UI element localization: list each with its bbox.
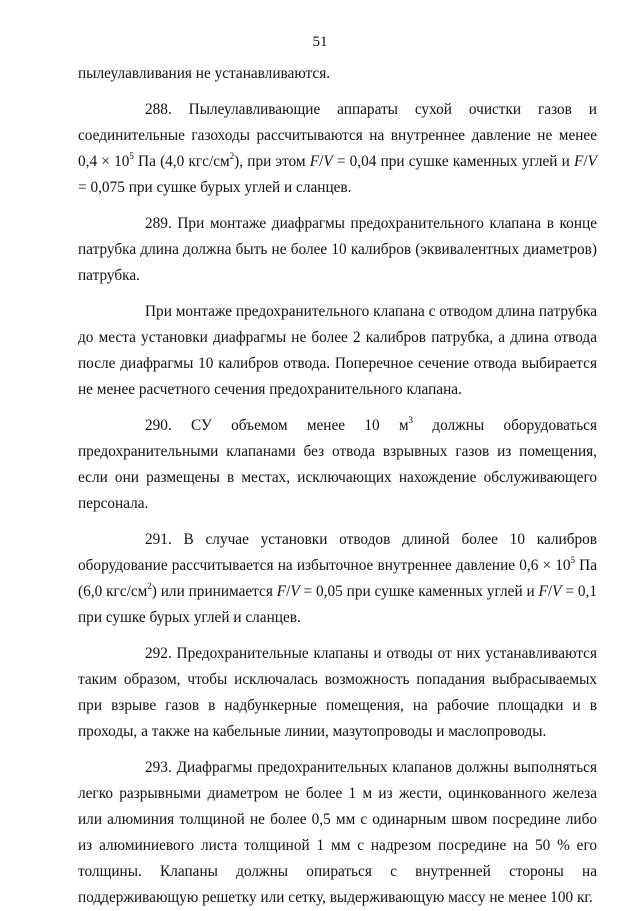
paragraph-p292: 292. Предохранительные клапаны и отводы от них устанавливаются таким образом, чтобы исключалась возможность попадания выбрасываемых при взрыве газов в надбункерные помещения, на рабочие площадки и в проходы, а также на кабельные линии, мазутопроводы и маслопроводы. (78, 645, 597, 740)
paragraph-p290: 290. СУ объемом менее 10 $м^3$ должны оборудоваться предохранительными клапанами без отвода взрывных газов из помещения, если они размещены в местах, исключающих нахождение обслуживающего персонала. (78, 414, 597, 512)
paragraph-p293: 293. Диафрагмы предохранительных клапанов должны выполняться легко разрывными диаметром не более 1 м из жести, оцинкованного железа или алюминия толщиной не более 0,5 мм с одинарным швом посредине либо из алюминиевого листа толщиной 1 мм с надрезом посредине на 50 % его толщины. Клапаны должны опираться с внутренней стороны на поддерживающую решетку или сетку, выдерживающую массу не менее 100 кг. (78, 759, 597, 906)
paragraph-p288: 288. Пылеулавливающие аппараты сухой очистки газов и соединительные газоходы рассчитываются на внутреннее давление не менее $0,4 \times 10^5$ Па (4,0 кгс/$см^2$), при этом F/V = 0,04 при сушке каменных углей и F/V = 0,075 при сушке бурых углей и сланцев. (78, 101, 597, 196)
paragraph-p289b: При монтаже предохранительного клапана с отводом длина патрубка до места установки диафрагмы не более 2 калибров патрубка, а длина отвода после диафрагмы 10 калибров отвода. Поперечное сечение отвода выбирается не менее расчетного сечения предохранительного клапана. (78, 303, 597, 398)
body-text (78, 61, 597, 911)
paragraph-p291: 291. В случае установки отводов длиной более 10 калибров оборудование рассчитывается на избыточное внутреннее давление $0,6 \times 10^5$ Па (6,0 кгс/$см^2$) или принимается F/V = 0,05 при сушке каменных углей и F/V = 0,1 при сушке бурых углей и сланцев. (78, 531, 597, 626)
page-number: 51 (312, 34, 328, 50)
paragraph-p289: 289. При монтаже диафрагмы предохранительного клапана в конце патрубка длина должна быть не более 10 калибров (эквивалентных диаметров) патрубка. (78, 215, 597, 284)
paragraph-cont: пылеулавливания не устанавливаются. (78, 65, 331, 82)
